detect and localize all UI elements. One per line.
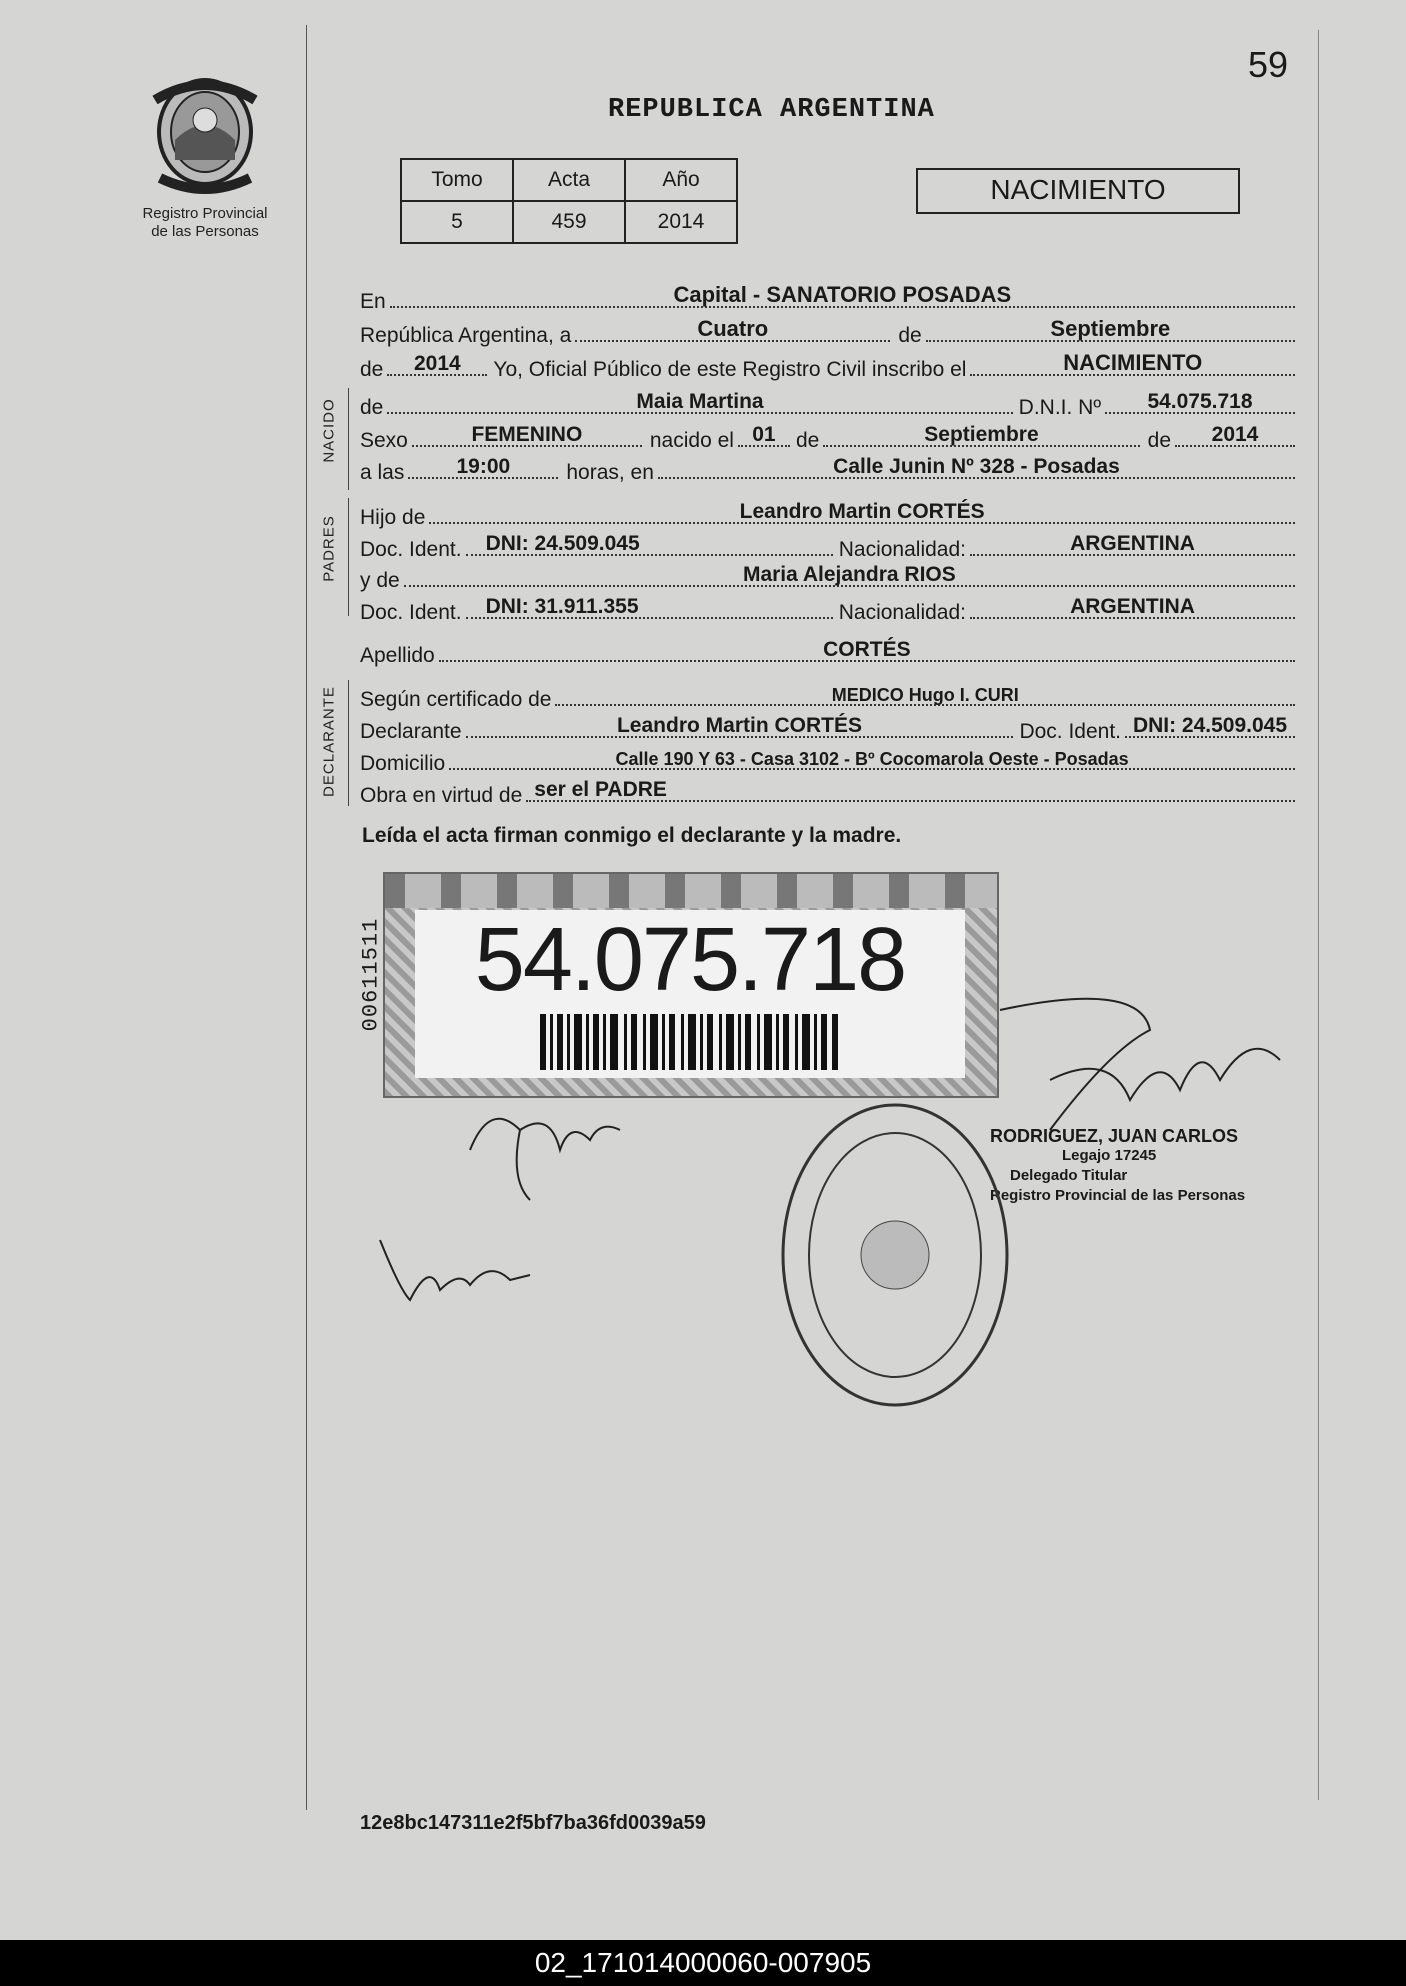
value-obra: ser el PADRE [534,778,667,801]
official-block [990,1126,1245,1206]
label-declarante: Declarante [360,720,462,743]
label-obra: Obra en virtud de [360,784,523,807]
official-stamp [775,1095,1015,1415]
value-act: NACIMIENTO [1063,350,1203,375]
dni-sticker [383,872,999,1098]
header-tomo: Tomo [401,159,513,201]
official-office: Registro Provincial de las Personas [990,1187,1246,1204]
nacido-bracket [348,388,349,490]
value-child-name: Maia Martina [636,390,764,413]
value-nac-father: ARGENTINA [1070,532,1195,555]
row-certificado [360,680,1295,712]
label-nacido-el: nacido el [649,429,734,452]
value-mother: Maria Alejandra RIOS [742,563,956,586]
row-obra [360,776,1295,808]
row-y-de [360,561,1295,593]
row-domicilio [360,744,1295,776]
label-doc-mother: Doc. Ident. [360,601,462,624]
label-nacionalidad-mother: Nacionalidad: [838,601,966,624]
file-id-footer: 02_171014000060-007905 [0,1940,1406,1986]
value-place: Capital - SANATORIO POSADAS [673,282,1012,307]
label-republica: República Argentina, a [360,324,572,347]
label-doc-father: Doc. Ident. [360,538,462,561]
right-margin-line [1318,30,1319,1800]
mother-signature-icon [370,1230,540,1310]
label-doc-declarante: Doc. Ident. [1019,720,1121,743]
row-nacido-de [360,388,1295,420]
value-birth-place: Calle Junin Nº 328 - Posadas [833,455,1120,478]
header-ano: Año [625,159,737,201]
sticker-number: 54.075.718 [474,910,906,1010]
value-birth-year: 2014 [1211,423,1259,446]
value-year: 2014 [414,352,461,375]
value-doc-declarante: DNI: 24.509.045 [1132,714,1288,737]
official-role: Delegado Titular [1010,1167,1128,1184]
label-a-las: a las [360,461,405,484]
value-apellido: CORTÉS [823,638,911,661]
header-acta: Acta [513,159,625,201]
section-declarante: DECLARANTE [320,686,338,797]
logo-caption-line1: Registro Provincial [142,205,268,222]
value-acta: 459 [513,201,625,243]
value-doc-father: DNI: 24.509.045 [485,532,640,555]
value-certificado: MEDICO Hugo I. CURI [831,685,1019,705]
closing-statement: Leída el acta firman conmigo el declarante y la madre. [362,824,902,847]
label-apellido: Apellido [360,644,435,667]
value-tomo: 5 [401,201,513,243]
label-horas-en: horas, en [566,461,654,484]
official-name: RODRIGUEZ, JUAN CARLOS [990,1126,1239,1146]
label-y-de: y de [360,569,400,592]
label-certificado: Según certificado de [360,688,552,711]
row-hora [360,453,1295,485]
value-domicilio: Calle 190 Y 63 - Casa 3102 - Bº Cocomarola Oeste - Posadas [615,749,1129,769]
label-de-name: de [360,396,384,419]
value-child-dni: 54.075.718 [1147,390,1253,413]
row-doc-father [360,530,1295,562]
value-ano: 2014 [625,201,737,243]
label-de-year: de [360,358,384,381]
row-republica [360,316,1295,348]
value-nac-mother: ARGENTINA [1070,595,1195,618]
sticker-inner [415,910,965,1078]
value-hour: 19:00 [456,455,511,478]
declarante-bracket [348,680,349,806]
record-type-box: NACIMIENTO [916,168,1240,214]
row-year [360,350,1295,382]
page-number: 59 [1248,44,1289,85]
value-month: Septiembre [1050,316,1171,341]
value-doc-mother: DNI: 31.911.355 [485,595,639,618]
sticker-serial: 00611511 [358,917,384,1032]
section-nacido: NACIDO [320,398,338,463]
barcode-icon [540,1014,840,1070]
row-declarante [360,712,1295,744]
logo-caption-line2: de las Personas [151,223,259,240]
label-nacionalidad-father: Nacionalidad: [838,538,966,561]
official-legajo: Legajo 17245 [1062,1147,1157,1164]
label-hijo-de: Hijo de [360,506,426,529]
label-domicilio: Domicilio [360,752,446,775]
row-sexo [360,421,1295,453]
left-margin-line [306,25,307,1810]
sticker-pattern-top [385,874,997,908]
declarant-signature-icon [460,1090,640,1210]
value-birth-month: Septiembre [924,423,1039,446]
label-dni: D.N.I. Nº [1018,396,1101,419]
record-table [400,158,738,244]
padres-bracket [348,498,349,616]
value-day-text: Cuatro [697,316,769,341]
text-inscribo: Yo, Oficial Público de este Registro Civil inscribo el [493,358,967,381]
row-doc-mother [360,593,1295,625]
value-father: Leandro Martin CORTÉS [739,500,985,523]
label-de-month: de [898,324,922,347]
label-sexo: Sexo [360,429,408,452]
row-en [360,282,1295,314]
value-birth-day: 01 [752,423,776,446]
label-de-birth-year: de [1147,429,1171,452]
section-padres: PADRES [320,515,338,582]
row-apellido [360,636,1295,668]
label-de-birth-month: de [795,429,820,452]
coat-of-arms-icon [140,70,270,200]
value-declarante: Leandro Martin CORTÉS [616,714,863,737]
value-sexo: FEMENINO [471,423,583,446]
document-title: REPUBLICA ARGENTINA [608,95,935,125]
document-hash: 12e8bc147311e2f5bf7ba36fd0039a59 [360,1812,706,1834]
provincial-logo [140,70,270,241]
label-en: En [360,290,386,313]
row-hijo [360,498,1295,530]
